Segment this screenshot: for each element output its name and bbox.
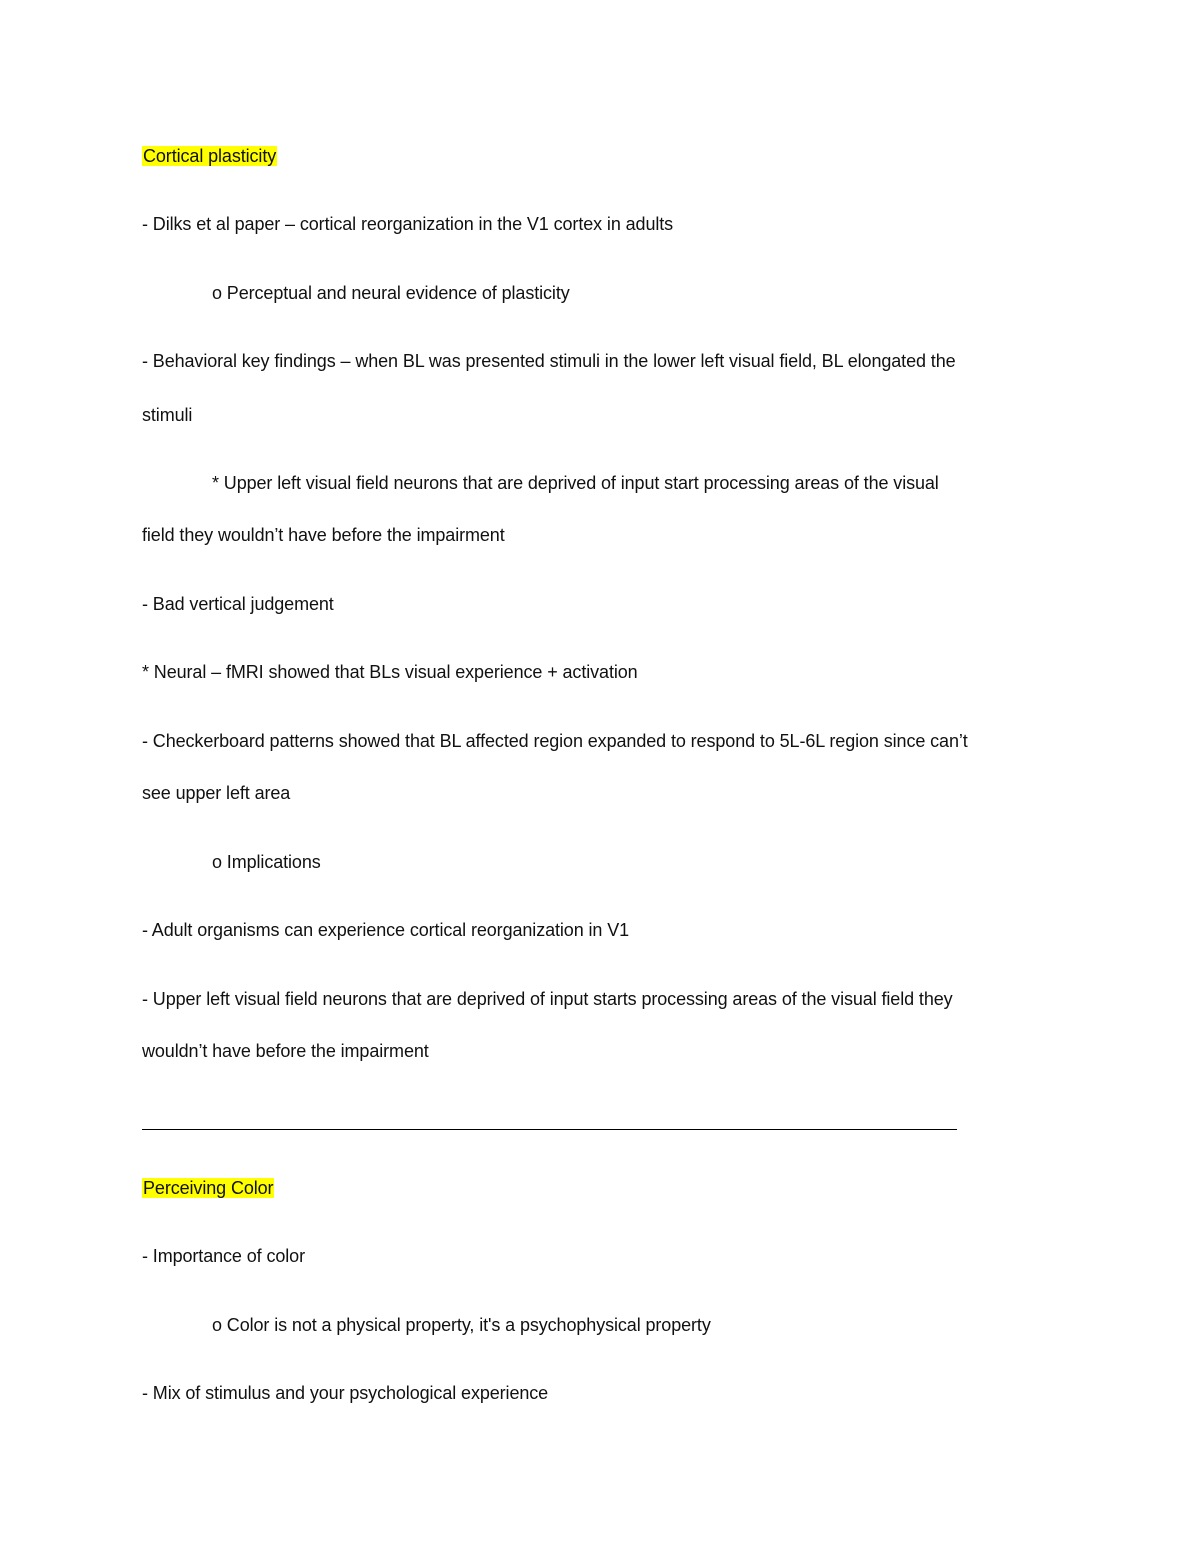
horizontal-divider	[142, 1129, 957, 1130]
heading-highlight: Cortical plasticity	[143, 146, 277, 166]
section-heading-cortical-plasticity	[142, 145, 277, 167]
bullet-line: - Mix of stimulus and your psychological experience	[142, 1383, 549, 1403]
bullet-line: - Upper left visual field neurons that are deprived of input starts processing areas of the visual field they	[142, 989, 953, 1009]
heading-highlight: Perceiving Color	[143, 1178, 274, 1198]
sub-bullet-line: * Upper left visual field neurons that are deprived of input start processing areas of the visual	[212, 473, 939, 493]
sub-bullet-line: o Color is not a physical property, it's a psychophysical property	[212, 1315, 711, 1335]
bullet-line: - Bad vertical judgement	[142, 594, 334, 614]
continuation-line: stimuli	[142, 405, 193, 425]
bullet-line: * Neural – fMRI showed that BLs visual experience + activation	[142, 662, 638, 682]
continuation-line: see upper left area	[142, 783, 291, 803]
bullet-line: - Checkerboard patterns showed that BL affected region expanded to respond to 5L-6L region since can’t	[142, 731, 968, 751]
sub-bullet-line: o Perceptual and neural evidence of plasticity	[212, 283, 570, 303]
section-heading-perceiving-color	[142, 1177, 274, 1199]
bullet-line: - Adult organisms can experience cortical reorganization in V1	[142, 920, 630, 940]
continuation-line: wouldn’t have before the impairment	[142, 1041, 429, 1061]
continuation-line: field they wouldn’t have before the impairment	[142, 525, 505, 545]
bullet-line: - Importance of color	[142, 1246, 305, 1266]
bullet-line: - Behavioral key findings – when BL was presented stimuli in the lower left visual field, BL elongated the	[142, 351, 956, 371]
bullet-line: - Dilks et al paper – cortical reorganization in the V1 cortex in adults	[142, 214, 674, 234]
sub-bullet-line: o Implications	[212, 852, 321, 872]
